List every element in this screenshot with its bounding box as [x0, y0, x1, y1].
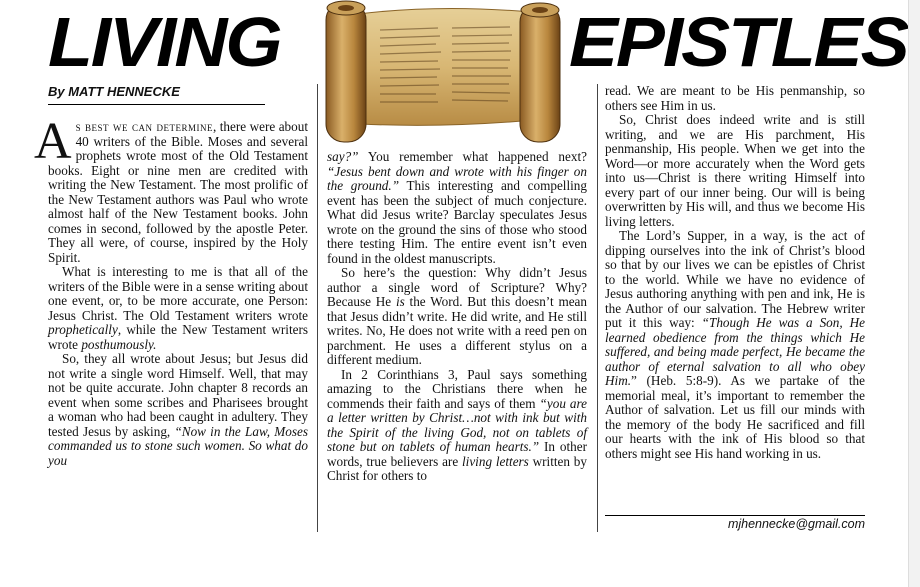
- footer-divider: [605, 515, 865, 516]
- headline-living: LIVING: [48, 3, 281, 81]
- parchment-scroll-icon: [320, 0, 570, 145]
- paragraph: say?” You remember what happened next? “Jesus bent down and wrote with his finger on the ground.” This interesting and compelling event has been the subject of much conjecture. What did Jesus write? Barclay speculates Jesus wrote on the ground the sins of those who stood there testing Him. The entire event isn’t even found in the oldest manuscripts.: [327, 149, 587, 266]
- headline-epistles: EPISTLES: [569, 3, 908, 81]
- paragraph: So, Christ does indeed write and is still writing, and we are His parchment, His penmanship, His people. When we get into the Word—or more accurately when the Word gets into us—Christ is there writing Himself into every part of our inner being. Our will is being overwritten by His will, and thus we become His living letters.: [605, 112, 865, 229]
- author-email[interactable]: mjhennecke@gmail.com: [727, 517, 865, 531]
- paragraph: What is interesting to me is that all of the writers of the Bible were in a sense writing about one event, or, to be more accurate, one Person: Jesus Christ. The Old Testament writers wrote prophetically, while the New Testament writers wrote posthumously.: [48, 264, 308, 352]
- paragraph: read. We are meant to be His penmanship, so others see Him in us.: [605, 83, 865, 113]
- column-divider: [597, 84, 598, 532]
- drop-cap: A: [34, 113, 72, 170]
- page-edge: [908, 0, 920, 587]
- paragraph: The Lord’s Supper, in a way, is the act of dipping ourselves into the ink of Christ’s blood so that by our lives we can be epistles of Christ to the world. While we have no evidence of Jesus authoring anything with pen and ink, He is the Author of our salvation. The Hebrew writer put it this way: “Though He was a Son, He learned obedience from the things which He suffered, and being made perfect, He became the author of eternal salvation to all who obey Him.” (Heb. 5:8-9). As we partake of the memorial meal, it’s important to remember the Author of salvation. Let us fill our minds with the memory of the body He sacrificed and fill our hearts with the ink of His blood so that others might see His hand working in us.: [605, 228, 865, 461]
- paragraph: In 2 Corinthians 3, Paul says something amazing to the Christians there when he commends their faith and says of them “you are a letter written by Christ…not with ink but with the Spirit of the living God, not on tablets of stone but on tablets of human hearts.” In other words, true believers are living letters written by Christ for others to: [327, 366, 588, 483]
- byline: By MATT HENNECKE: [48, 84, 180, 99]
- paragraph: So here’s the question: Why didn’t Jesus author a single word of Scripture? Why? Because He is the Word. But this doesn’t mean that Jesus didn’t write. He did write, and He still writes. No, He does not write with a reed pen on parchment. He uses a different stylus on a different medium.: [327, 265, 587, 367]
- column-divider: [317, 84, 318, 532]
- article-column-1: [34, 113, 308, 468]
- page-edge-line: [908, 0, 909, 587]
- byline-divider: [48, 104, 265, 105]
- article-column-2: [327, 150, 587, 484]
- paragraph: So, they all wrote about Jesus; but Jesus did not write a single word Himself. Well, that may not be quite accurate. John chapter 8 records an event when some scribes and Pharisees brought a woman who had been caught in adultery. They tested Jesus by asking, “Now in the Law, Moses commanded us to stone such women. So what do you: [48, 351, 308, 468]
- article-column-3: [605, 84, 865, 461]
- paragraph: As best we can determine, there were about 40 writers of the Bible. Moses and several prophets wrote most of the Old Testament books. Eight or nine men are credited with writing the New Testament. The most prolific of the New Testament authors was Paul who wrote almost half of the New Testament books. John comes in second, followed by the apostle Peter. They all were, of course, inspired by the Holy Spirit.: [34, 113, 308, 265]
